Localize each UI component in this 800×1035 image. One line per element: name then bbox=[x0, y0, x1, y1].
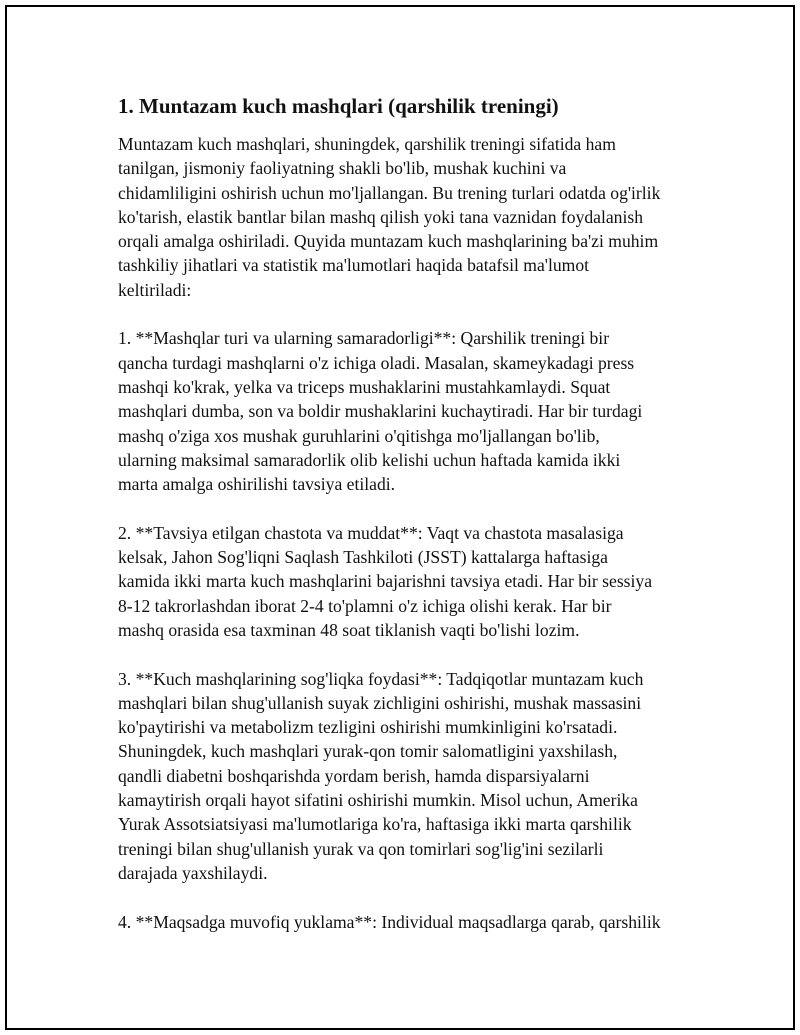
point-1-paragraph: 1. **Mashqlar turi va ularning samaradorligi**: Qarshilik treningi bir qancha turdagi mashqlarni o'z ichiga oladi. Masalan, skameykadagi press mashqi ko'krak, yelka va triceps mushaklarini mustahkamlaydi. Squat mashqlari dumba, son va boldir mushaklarini kuchaytiradi. Har bir turdagi mashq o'ziga xos mushak guruhlarini o'qitishga mo'ljallangan bo'lib, ularning maksimal samaradorlik olib kelishi uchun haftada kamida ikki marta amalga oshirilishi tavsiya etiladi. bbox=[118, 328, 643, 495]
point-3-paragraph: 3. **Kuch mashqlarining sog'liqka foydasi**: Tadqiqotlar muntazam kuch mashqlari bilan shug'ullanish suyak zichligini oshirishi, mushak massasini ko'paytirishi va metabolizm tezligini oshirishi mumkinligini ko'rsatadi. Shuningdek, kuch mashqlari yurak-qon tomir salomatligini yaxshilash, qandli diabetni boshqarishda yordam berish, hamda disparsiyalarni kamaytirish orqali hayot sifatini oshirishi mumkin. Misol uchun, Amerika Yurak Assotsiatsiyasi ma'lumotlariga ko'ra, haftasiga ikki marta qarshilik treningi bilan shug'ullanish yurak va qon tomirlari sog'lig'ini sezilarli darajada yaxshilaydi. bbox=[118, 668, 644, 883]
point-2-paragraph: 2. **Tavsiya etilgan chastota va muddat**: Vaqt va chastota masalasiga kelsak, Jahon Sog'liqni Saqlash Tashkiloti (JSST) kattalarga haftasiga kamida ikki marta kuch mashqlarini bajarishni tavsiya etadi. Har bir sessiya 8-12 takrorlashdan iborat 2-4 to'plamni o'z ichiga olishi kerak. Har bir mashq orasida esa taxminan 48 soat tiklanish vaqti bo'lishi lozim. bbox=[118, 522, 653, 640]
point-4-paragraph: 4. **Maqsadga muvofiq yuklama**: Individual maqsadlarga qarab, qarshilik bbox=[118, 911, 661, 932]
section-title: 1. Muntazam kuch mashqlari (qarshilik treningi) bbox=[118, 94, 559, 118]
intro-paragraph: Muntazam kuch mashqlari, shuningdek, qarshilik treningi sifatida ham tanilgan, jismoniy faoliyatning shakli bo'lib, mushak kuchini va chidamliligini oshirish uchun mo'ljallangan. Bu trening turlari odatda og'irlik ko'tarish, elastik bantlar bilan mashq qilish yoki tana vaznidan foydalanish orqali amalga oshiriladi. Quyida muntazam kuch mashqlarining ba'zi muhim tashkiliy jihatlari va statistik ma'lumotlari haqida batafsil ma'lumot keltiriladi: bbox=[118, 134, 661, 300]
document-body bbox=[113, 92, 703, 958]
